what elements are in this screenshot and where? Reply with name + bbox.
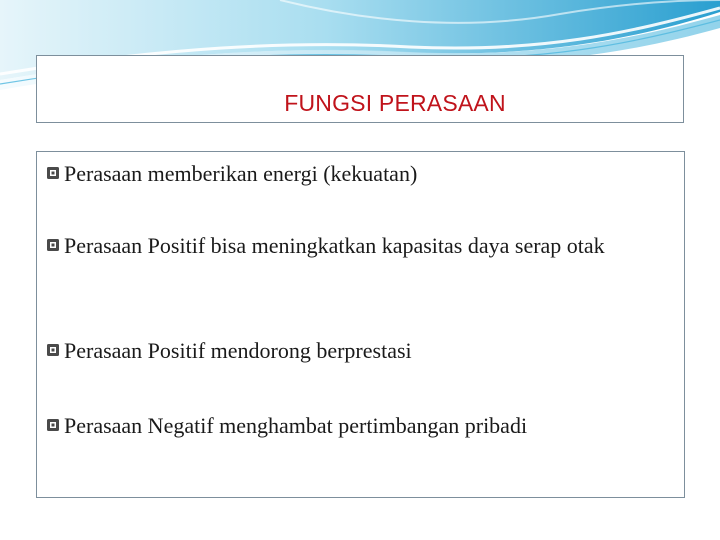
content-box — [36, 151, 685, 498]
bullet-item — [46, 232, 684, 259]
square-checkbox-bullet-icon — [46, 343, 60, 357]
bullet-text: Perasaan Positif bisa meningkatkan kapasitas daya serap otak — [64, 233, 605, 258]
slide-title: FUNGSI PERASAAN — [284, 90, 506, 116]
square-checkbox-bullet-icon — [46, 238, 60, 252]
bullet-item — [46, 337, 684, 364]
bullet-text: Perasaan memberikan energi (kekuatan) — [64, 161, 418, 186]
title-box — [36, 55, 684, 123]
bullet-item — [46, 412, 684, 439]
bullet-item — [46, 160, 684, 187]
bullet-text: Perasaan Negatif menghambat pertimbangan pribadi — [64, 413, 528, 438]
bullet-text: Perasaan Positif mendorong berprestasi — [64, 338, 412, 363]
square-checkbox-bullet-icon — [46, 166, 60, 180]
square-checkbox-bullet-icon — [46, 418, 60, 432]
